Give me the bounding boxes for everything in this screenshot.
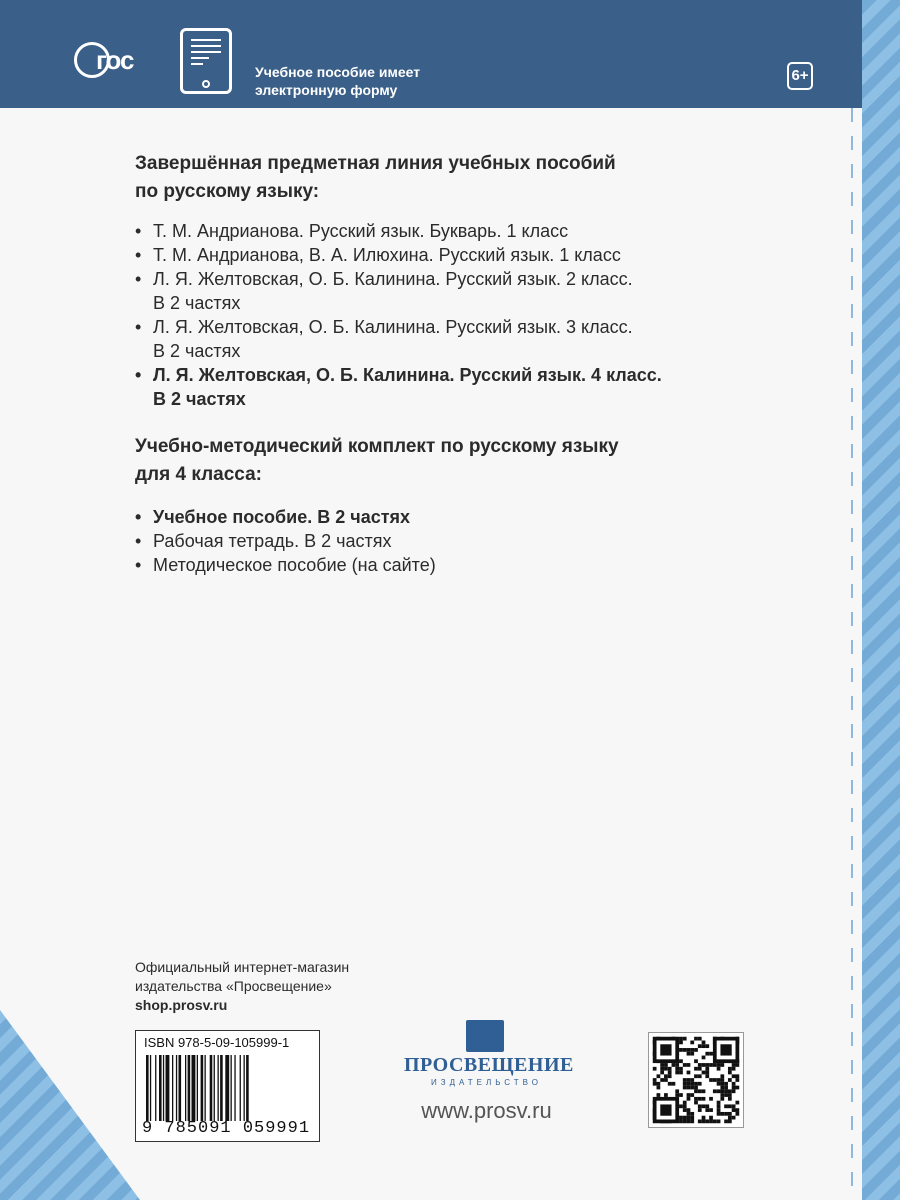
section2-title: Учебно-методический комплект по русскому языку для 4 класса: [135, 436, 619, 485]
fgos-logo-text: гос [96, 45, 134, 75]
list-item: • Методическое пособие (на сайте) [135, 553, 436, 577]
publisher-subtitle: ИЗДАТЕЛЬСТВО [431, 1078, 542, 1087]
fgos-logo [74, 42, 154, 82]
tablet-icon [180, 28, 232, 94]
electronic-form-line1: Учебное пособие имеет [255, 64, 421, 80]
isbn-barcode [135, 1030, 320, 1142]
section1-list [135, 219, 662, 411]
electronic-form-note [255, 63, 420, 99]
right-dashed-line [851, 108, 853, 1200]
header-band [0, 0, 862, 108]
list-item: • Л. Я. Желтовская, О. Б. Калинина. Русский язык. 4 класс. В 2 частях [135, 363, 662, 411]
barcode-number: 9 785091 059991 [142, 1119, 311, 1138]
list-item: • Л. Я. Желтовская, О. Б. Калинина. Русский язык. 3 класс. В 2 частях [135, 315, 662, 363]
publisher-url-link[interactable]: www.prosv.ru [421, 1098, 552, 1123]
list-item: • Л. Я. Желтовская, О. Б. Калинина. Русский язык. 2 класс. В 2 частях [135, 267, 662, 315]
qr-code-icon[interactable] [648, 1032, 744, 1128]
age-rating-badge: 6+ [787, 62, 813, 90]
publisher-logo [404, 1020, 574, 1140]
shop-url-link[interactable]: shop.prosv.ru [135, 997, 228, 1013]
publisher-emblem-icon [466, 1020, 504, 1052]
electronic-form-line2: электронную форму [255, 82, 398, 98]
list-item: • Учебное пособие. В 2 частях [135, 505, 436, 529]
list-item: • Рабочая тетрадь. В 2 частях [135, 529, 436, 553]
shop-info: Официальный интернет-магазин издательства «Просвещение» shop.prosv.ru [135, 959, 350, 1013]
isbn-label: ISBN 978-5-09-105999-1 [144, 1035, 290, 1050]
list-item: • Т. М. Андрианова. Русский язык. Букварь. 1 класс [135, 219, 662, 243]
section1-title: Завершённая предметная линия учебных пособий по русскому языку: [135, 153, 616, 202]
publisher-name: ПРОСВЕЩЕНИЕ [404, 1054, 574, 1076]
list-item: • Т. М. Андрианова, В. А. Илюхина. Русский язык. 1 класс [135, 243, 662, 267]
section2-list [135, 505, 436, 577]
barcode-bars [146, 1055, 310, 1121]
